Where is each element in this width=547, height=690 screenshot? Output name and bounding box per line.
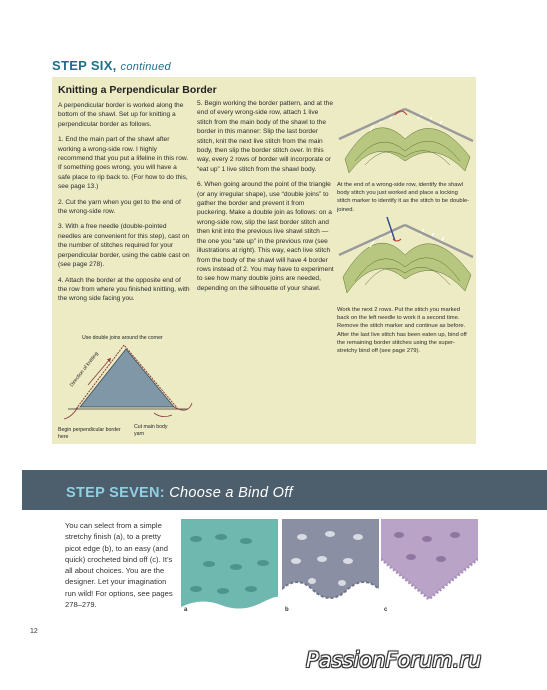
photo-label-a: a — [184, 607, 188, 613]
middle-column — [197, 99, 335, 299]
begin-border-label: Begin perpendicular border here — [58, 427, 121, 440]
left-para-step-3: 3. With a free needle (double-pointed needles are convenient for this step), cast on the number of stitches required for your perpendicular border, using the cable cast on (see page 278). — [58, 223, 190, 269]
cut-yarn-label: Cut main body yarn — [134, 424, 168, 437]
left-para-step-4: 4. Attach the border at the opposite end of the row from where you finished knitting, with the wrong side facing you. — [58, 276, 190, 303]
bind-off-photo-a — [181, 519, 278, 615]
lace-texture-a — [181, 519, 278, 615]
perpendicular-border-panel — [52, 77, 476, 444]
watermark-logo: PassionForum.ru — [306, 648, 482, 672]
left-column — [58, 101, 190, 310]
photo-label-b: b — [285, 607, 289, 613]
lace-texture-c — [381, 519, 478, 615]
step-six-continued: continued — [120, 61, 171, 73]
left-para-step-1: 1. End the main part of the shawl after working a wrong-side row. I highly recommend that you put a lifeline in this row. If something goes wrong, you will have a safe place to rip back to. (For how to do this, see page 13.) — [58, 136, 189, 191]
bind-off-photo-b — [282, 519, 379, 615]
photo-label-c: c — [384, 607, 388, 613]
panel-title: Knitting a Perpendicular Border — [58, 84, 217, 96]
left-para-intro: A perpendicular border is worked along the bottom of the shawl. Set up for knitting a perpendicular border as follows. — [58, 102, 184, 128]
step-seven-banner — [22, 470, 547, 510]
shawl-triangle-diagram — [58, 335, 194, 427]
double-join-illustration-2 — [335, 211, 476, 301]
double-join-illustration-1 — [335, 99, 476, 179]
step-six-label: STEP SIX, — [52, 58, 117, 73]
page-number: 12 — [30, 628, 38, 635]
bind-off-photo-c — [381, 519, 478, 615]
direction-of-knitting-label: Direction of knitting — [68, 351, 100, 389]
diagram-top-label: Use double joins around the corner — [82, 335, 163, 341]
mid-para-step-6: 6. When going around the point of the triangle (or any irregular shape), use “double joins” to gather the border and prevent it from puckering. Make a double join as follows: on a wrong-side row, slip the last border stitch and then knit into the previous live shawl stitch — the one you “ate up” in the previous row (see illustrations at right). This way, each live stitch from the body of the shawl will have 4 border rows instead of 2. You may have to experiment to see how many double joins are needed, depending on the silhouette of your shawl. — [197, 181, 334, 292]
mid-para-step-5: 5. Begin working the border pattern, and at the end of every wrong-side row, attach 1 live stitch from the main body of the shawl to the border in this manner: Slip the last border stitch, knit the next live stitch from the main body, then slip the border stitch over. In this way, every 2 rows of border will incorporate or “eat up” 1 live stitch from the shawl body. — [197, 100, 333, 173]
illustration-1-caption: At the end of a wrong-side row, identify the shawl body stitch you just worked and place a locking stitch marker to identify it as the stitch to be double-joined. — [337, 182, 470, 213]
lace-texture-b — [282, 519, 379, 615]
step-seven-body: You can select from a simple stretchy finish (a), to a pretty picot edge (b), to an easy (and quick) crocheted bind off (c). It’s all about choices. You are the designer. Let your imagination run wild! For options, see pages 278–279. — [65, 521, 173, 610]
illustration-2-caption: Work the next 2 rows. Put the stitch you marked back on the left needle to work it a second time. Remove the stitch marker and continue as before. After the last live stitch has been eaten up, bind off the remaining border stitches using the super-stretchy bind off (see page 279). — [337, 307, 467, 355]
section-heading-step-six — [52, 58, 171, 73]
left-para-step-2: 2. Cut the yarn when you get to the end of the wrong-side row. — [58, 198, 181, 216]
step-seven-title: Choose a Bind Off — [169, 485, 293, 501]
step-seven-label: STEP SEVEN: — [66, 485, 165, 501]
step-seven-heading — [66, 485, 293, 501]
